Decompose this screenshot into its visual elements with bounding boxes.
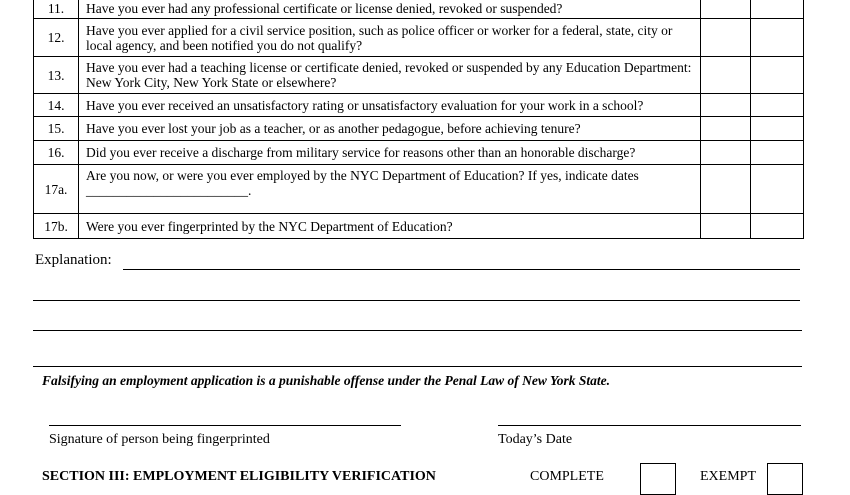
no-answer-box[interactable] bbox=[751, 94, 804, 117]
yes-answer-box[interactable] bbox=[701, 57, 751, 94]
question-text: Have you ever applied for a civil service position, such as police officer or worker for a federal, state, city or local agency, and been notified you do not qualify? bbox=[79, 19, 701, 57]
question-row-13 bbox=[34, 57, 804, 94]
question-text: Are you now, or were you ever employed by the NYC Department of Education? If yes, indicate dates bbox=[86, 168, 639, 183]
explanation-line-1[interactable] bbox=[123, 269, 800, 270]
question-row-12 bbox=[34, 19, 804, 57]
question-text: Have you ever had any professional certificate or license denied, revoked or suspended? bbox=[79, 0, 701, 19]
question-number: 17b. bbox=[34, 214, 79, 239]
exempt-checkbox[interactable] bbox=[767, 463, 803, 495]
explanation-line-3[interactable] bbox=[33, 330, 802, 331]
yes-answer-box[interactable] bbox=[701, 165, 751, 214]
question-row-16 bbox=[34, 141, 804, 165]
yes-answer-box[interactable] bbox=[701, 141, 751, 165]
yes-answer-box[interactable] bbox=[701, 214, 751, 239]
date-label: Today’s Date bbox=[498, 432, 573, 447]
complete-checkbox[interactable] bbox=[640, 463, 676, 495]
question-number: 12. bbox=[34, 19, 79, 57]
signature-label: Signature of person being fingerprinted bbox=[49, 432, 270, 447]
question-text: Were you ever fingerprinted by the NYC Department of Education? bbox=[79, 214, 701, 239]
question-number: 15. bbox=[34, 117, 79, 141]
question-row-17b bbox=[34, 214, 804, 239]
no-answer-box[interactable] bbox=[751, 214, 804, 239]
explanation-label: Explanation: bbox=[35, 252, 112, 268]
question-number: 11. bbox=[34, 0, 79, 19]
signature-line[interactable] bbox=[49, 425, 401, 426]
question-text: Have you ever lost your job as a teacher, or as another pedagogue, before achieving tenure? bbox=[79, 117, 701, 141]
explanation-line-4[interactable] bbox=[33, 366, 802, 367]
date-line[interactable] bbox=[498, 425, 801, 426]
penal-law-warning: Falsifying an employment application is a punishable offense under the Penal Law of New York State. bbox=[42, 373, 611, 388]
no-answer-box[interactable] bbox=[751, 141, 804, 165]
question-text: Have you ever had a teaching license or certificate denied, revoked or suspended by any Education Department: New York City, New York State or elsewhere? bbox=[79, 57, 701, 94]
no-answer-box[interactable] bbox=[751, 165, 804, 214]
question-text: Did you ever receive a discharge from military service for reasons other than an honorable discharge? bbox=[79, 141, 701, 165]
exempt-label: EXEMPT bbox=[700, 469, 756, 484]
question-text-cell bbox=[79, 165, 701, 214]
no-answer-box[interactable] bbox=[751, 57, 804, 94]
question-number: 16. bbox=[34, 141, 79, 165]
yes-answer-box[interactable] bbox=[701, 94, 751, 117]
no-answer-box[interactable] bbox=[751, 117, 804, 141]
question-row-14 bbox=[34, 94, 804, 117]
no-answer-box[interactable] bbox=[751, 0, 804, 19]
question-text: Have you ever received an unsatisfactory rating or unsatisfactory evaluation for your work in a school? bbox=[79, 94, 701, 117]
question-number: 13. bbox=[34, 57, 79, 94]
yes-answer-box[interactable] bbox=[701, 0, 751, 19]
section-title: SECTION III: EMPLOYMENT ELIGIBILITY VERIFICATION bbox=[42, 469, 436, 484]
question-row-15 bbox=[34, 117, 804, 141]
complete-label: COMPLETE bbox=[530, 469, 604, 484]
yes-answer-box[interactable] bbox=[701, 19, 751, 57]
question-number: 14. bbox=[34, 94, 79, 117]
dates-blank[interactable]: ________________________. bbox=[86, 183, 252, 198]
explanation-line-2[interactable] bbox=[33, 300, 800, 301]
question-row-17a bbox=[34, 165, 804, 214]
question-row-11 bbox=[34, 0, 804, 19]
no-answer-box[interactable] bbox=[751, 19, 804, 57]
question-number: 17a. bbox=[34, 165, 79, 214]
questions-table bbox=[33, 0, 804, 239]
yes-answer-box[interactable] bbox=[701, 117, 751, 141]
